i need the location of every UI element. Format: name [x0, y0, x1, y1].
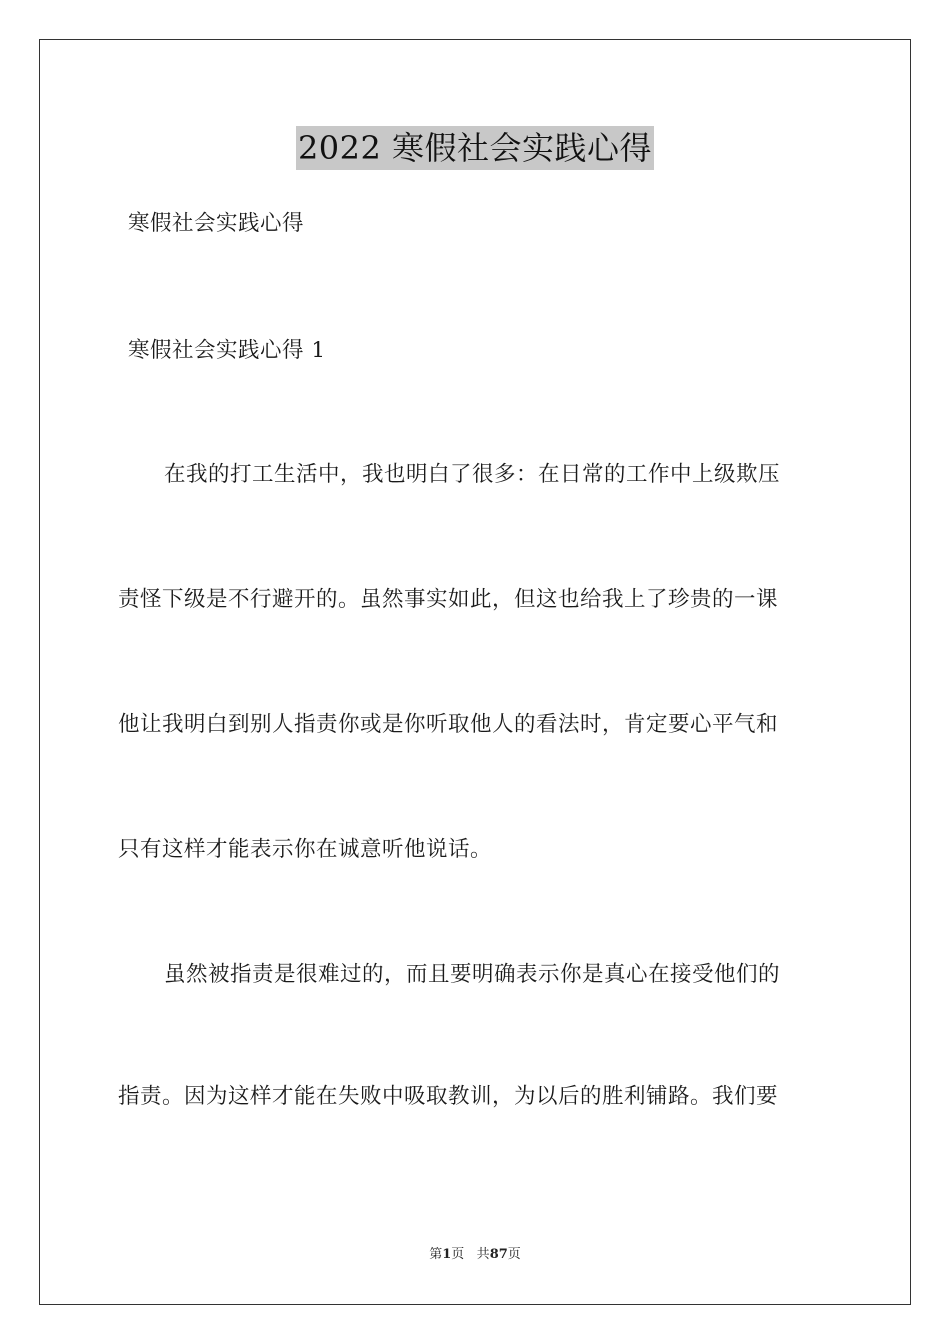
- section-heading: 寒假社会实践心得 1: [128, 338, 326, 363]
- paragraph-line: 责怪下级是不行避开的。虽然事实如此，但这也给我上了珍贵的一课: [118, 587, 779, 612]
- footer-page-number: 1: [442, 1247, 452, 1262]
- subtitle: 寒假社会实践心得: [128, 211, 305, 236]
- paragraph-line: 指责。因为这样才能在失败中吸取教训，为以后的胜利铺路。我们要: [118, 1084, 779, 1109]
- footer-total-pages: 87: [489, 1247, 508, 1262]
- title-container: [0, 126, 950, 170]
- paragraph-line: 只有这样才能表示你在诚意听他说话。: [118, 837, 493, 862]
- page-footer: [0, 1246, 950, 1264]
- footer-total-prefix: 共: [476, 1247, 490, 1262]
- footer-page-suffix: 页: [451, 1247, 465, 1262]
- document-title: 2022 寒假社会实践心得: [296, 126, 654, 170]
- paragraph-line: 在我的打工生活中，我也明白了很多：在日常的工作中上级欺压: [164, 462, 781, 487]
- paragraph-line: 虽然被指责是很难过的，而且要明确表示你是真心在接受他们的: [164, 962, 781, 987]
- footer-total-suffix: 页: [507, 1247, 521, 1262]
- paragraph-line: 他让我明白到别人指责你或是你听取他人的看法时，肯定要心平气和: [118, 712, 779, 737]
- footer-page-prefix: 第: [429, 1247, 443, 1262]
